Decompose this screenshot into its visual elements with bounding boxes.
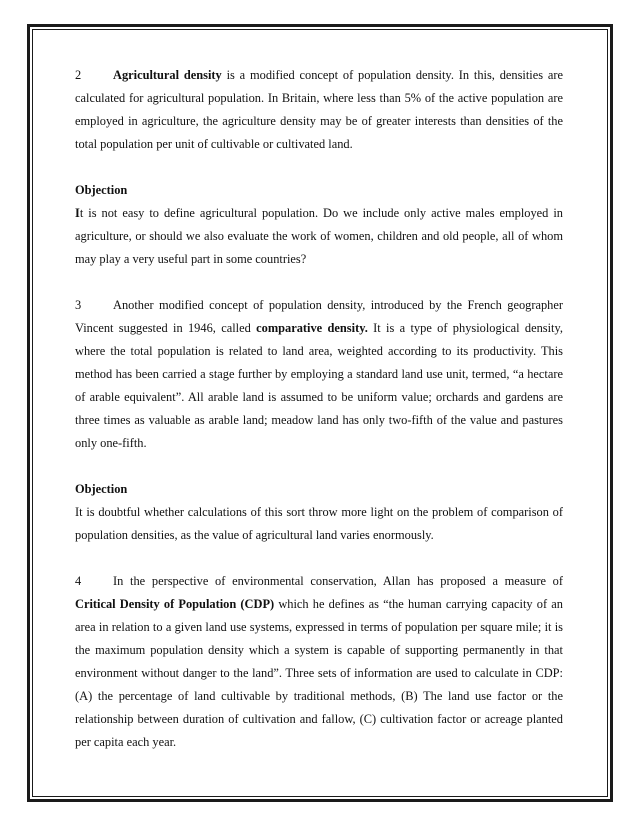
paragraph-number: 4 [75, 574, 82, 588]
objection-heading-2: Objection [75, 482, 128, 496]
paragraph-4: 4 In the perspective of environmental conservation, Allan has proposed a measure of Critical Density of Population (CDP) which he defines as “the human carrying capacity of an area in relation to a given land use systems, expressed in terms of population per square mile; it is the maximum population density which a system is capable of supporting permanently in that environment without danger to the land”. Three sets of information are used to calculate in CDP: (A) the percentage of land cultivable by traditional methods, (B) The land use factor or the relationship between duration of cultivation and fallow, (C) cultivation factor or acreage planted per capita each year. [75, 570, 563, 754]
objection-heading-1: Objection [75, 183, 128, 197]
objection-text-1: It is not easy to define agricultural population. Do we include only active males employed in agriculture, or should we also evaluate the work of women, children and old people, all of whom may play a very useful part in some countries? [75, 206, 563, 266]
drop-letter: I [75, 206, 80, 220]
document-body [75, 64, 563, 754]
objection-text-2: It is doubtful whether calculations of this sort throw more light on the problem of comparison of population densities, as the value of agricultural land varies enormously. [75, 505, 563, 542]
paragraph-3: 3 Another modified concept of population density, introduced by the French geographer Vincent suggested in 1946, called comparative density. It is a type of physiological density, where the total population is related to land area, weighted according to its productivity. This method has been carried a stage further by employing a standard land use unit, termed, “a hectare of arable equivalent”. All arable land is assumed to be uniform value; orchards and gardens are three times as valuable as arable land; meadow land has only two-fifth of the value and pastures only one-fifth. [75, 294, 563, 455]
paragraph-number: 3 [75, 298, 82, 312]
paragraph-text: is a modified concept of population density. In this, densities are calculated for agricultural population. In Britain, where less than 5% of the active population are employed in agriculture, the agriculture density may be of greater interests than densities of the total population per unit of cultivable or cultivated land. [75, 68, 563, 151]
term-critical-density: Critical Density of Population (CDP) [75, 597, 275, 611]
term-comparative-density: comparative density. [256, 321, 368, 335]
term-agricultural-density: Agricultural density [113, 68, 222, 82]
paragraph-2 [75, 64, 563, 156]
paragraph-number: 2 [75, 68, 82, 82]
